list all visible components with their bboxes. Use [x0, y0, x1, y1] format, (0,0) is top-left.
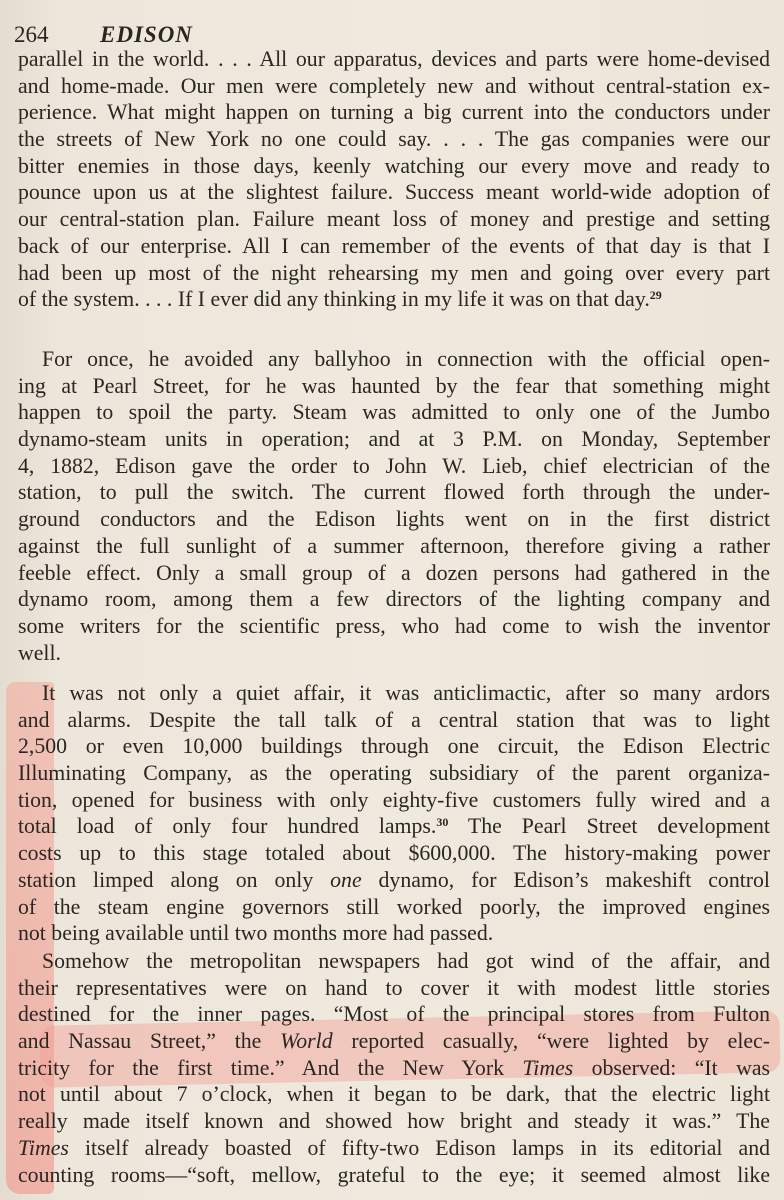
text-line: 4, 1882, Edison gave the order to John W. Lieb, chief electrician of the — [18, 453, 770, 478]
footnote-marker: 30 — [436, 815, 449, 830]
quote-line: back of our enterprise. All I can remember of the events of that day is that I — [18, 233, 770, 258]
text-line: happen to spoil the party. Steam was admitted to only one of the Jumbo — [18, 400, 770, 425]
text-line: 2,500 or even 10,000 buildings through one circuit, the Edison Electric — [18, 734, 770, 759]
text-line: their representatives were on hand to cover it with modest little stories — [18, 975, 770, 1000]
text-line: dynamo room, among them a few directors of the lighting company and — [18, 587, 770, 612]
text-line: costs up to this stage totaled about $600,000. The history-making power — [18, 841, 770, 866]
text-line: dynamo-steam units in operation; and at 3 P.M. on Monday, September — [18, 427, 770, 452]
text-line: and Nassau Street,” the World reported casually, “were lighted by elec- — [18, 1029, 770, 1054]
text-line: counting rooms—“soft, mellow, grateful to the eye; it seemed almost like — [18, 1162, 770, 1187]
emphasis: World — [280, 1029, 333, 1054]
emphasis: Times — [18, 1135, 69, 1160]
text-line: really made itself known and showed how bright and steady it was.” The — [18, 1109, 770, 1134]
text-line: not being available until two months more had passed. — [18, 921, 494, 946]
quote-line: the streets of New York no one could say. . . . The gas companies were our — [18, 127, 770, 152]
emphasis: one — [330, 867, 362, 892]
text-line: some writers for the scientific press, who had come to wish the inventor — [18, 613, 770, 638]
text-line: It was not only a quiet affair, it was anticlimactic, after so many ardors — [42, 681, 770, 705]
text-line: feeble effect. Only a small group of a dozen persons had gathered in the — [18, 560, 770, 585]
page-number: 264 — [14, 22, 49, 47]
text-line: For once, he avoided any ballyhoo in connection with the official open- — [42, 347, 770, 371]
text-line: total load of only four hundred lamps.$^{30}$ The Pearl Street development — [18, 814, 770, 839]
text-line: Times itself already boasted of fifty-two Edison lamps in its editorial and — [18, 1135, 770, 1160]
text-line: ground conductors and the Edison lights went on in the first district — [18, 507, 770, 532]
text-line: tion, opened for business with only eighty-five customers fully wired and a — [18, 787, 770, 812]
paragraph-3 — [18, 948, 770, 1188]
quote-line: and home-made. Our men were completely new and without central-station ex- — [18, 73, 770, 98]
text-line: tricity for the first time.” And the New York Times observed: “It was — [18, 1055, 770, 1080]
text-line: station limped along on only one dynamo, for Edison’s makeshift control — [18, 867, 770, 892]
text-line: of the steam engine governors still worked poorly, the improved engines — [18, 894, 770, 919]
text-line: Illuminating Company, as the operating subsidiary of the parent organiza- — [18, 761, 770, 786]
quote-last-line: of the system. . . . If I ever did any thinking in my life it was on that day.$^{29}$ — [18, 287, 662, 312]
text-line: ing at Pearl Street, for he was haunted by the fear that something might — [18, 373, 770, 398]
paragraph-2 — [18, 680, 770, 947]
text-line: not until about 7 o’clock, when it began to be dark, that the electric light — [18, 1082, 770, 1107]
paragraph-1 — [18, 346, 770, 666]
text-line: station, to pull the switch. The current flowed forth through the under- — [18, 480, 770, 505]
text-line: and alarms. Despite the tall talk of a central station that was to light — [18, 707, 770, 732]
quote-block — [18, 46, 770, 313]
quote-line: our central-station plan. Failure meant loss of money and prestige and setting — [18, 207, 770, 232]
quote-line: bitter enemies in those days, keenly watching our every move and ready to — [18, 153, 770, 178]
footnote-marker: 29 — [649, 288, 662, 303]
text-line: well. — [18, 640, 61, 665]
text-line: against the full sunlight of a summer afternoon, therefore giving a rather — [18, 533, 770, 558]
quote-line: pounce upon us at the slightest failure. Success meant world-wide adoption of — [18, 180, 770, 205]
emphasis: Times — [522, 1055, 574, 1080]
quote-line: perience. What might happen on turning a big current into the conductors under — [18, 100, 770, 125]
quote-line: parallel in the world. . . . All our apparatus, devices and parts were home-devised — [18, 47, 770, 71]
text-line: destined for the inner pages. “Most of the principal stores from Fulton — [18, 1002, 770, 1027]
text-line: Somehow the metropolitan newspapers had got wind of the affair, and — [42, 949, 770, 973]
running-title: EDISON — [100, 22, 193, 47]
quote-line: had been up most of the night rehearsing my men and going over every part — [18, 260, 770, 285]
